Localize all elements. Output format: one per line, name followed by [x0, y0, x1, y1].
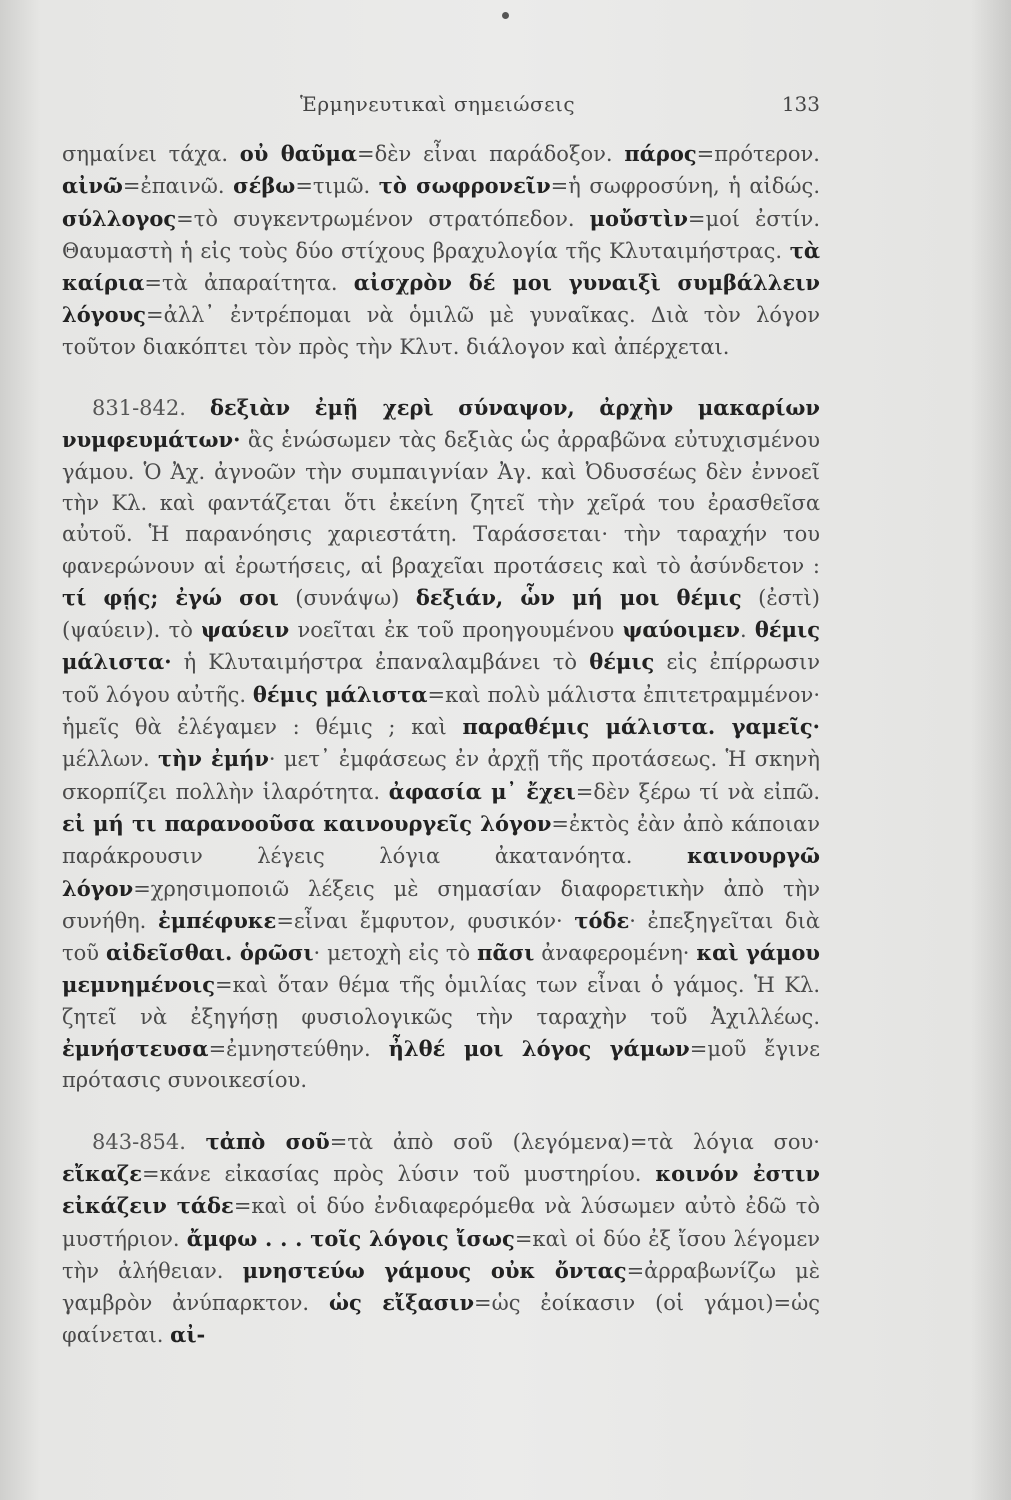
commentary-text: ἡ Κλυταιμήστρα ἐπαναλαμβάνει τὸ [171, 650, 590, 675]
commentary-text: =καὶ οἱ δύο ἐνδιαφερόμεθα νὰ λύσωμεν αὐτὸ ἐδῶ τὸ μυστήριον. [62, 1194, 821, 1251]
commentary-text: ἃς ἑνώσωμεν τὰς δεξιὰς ὡς ἀρραβῶνα εὐτυχισμένου γάμου. Ὁ Ἀχ. ἀγνοῶν τὴν συμπαιγνίαν Ἀγ. καὶ Ὀδυσσέως δὲν ἐννοεῖ τὴν Κλ. καὶ φαντάζεται ὅτι ἐκείνη ζητεῖ τὴν χεῖρά του ἐρασθεῖσα αὐτοῦ. Ἡ παρανόησις χαριεστάτη. Ταράσσεται· τὴν ταραχήν του φανερώνουν αἱ ἐρωτήσεις, αἱ βραχεῖαι προτάσεις καὶ τὸ ἀσύνδετον : [62, 428, 820, 578]
commentary-text: . [739, 618, 755, 643]
verse-reference: 831-842. [92, 396, 210, 421]
commentary-text: =ἐκτὸς ἐὰν ἀπὸ κάποιαν παράκρουσιν λέγεις λόγια ἀκατανόητα. [62, 811, 821, 869]
lemma-text: εἰ μή τι παρανοοῦσα καινουργεῖς λόγον [62, 810, 552, 836]
commentary-text: =καὶ πολὺ μάλιστα ἐπιτετραμμένον· ἡμεῖς θὰ ἐλέγαμεν : θέμις ; καὶ [62, 682, 820, 740]
lemma-text: σύλλογος [62, 205, 177, 231]
lemma-text: κοινόν ἐστιν εἰκάζειν τάδε [62, 1160, 820, 1219]
commentary-text: ἀναφερομένη· [534, 941, 697, 966]
commentary-text: =ὡς ἐοίκασιν (οἱ γάμοι)=ὡς φαίνεται. [62, 1291, 820, 1348]
lemma-text: ἦλθέ μοι λόγος γάμων [388, 1036, 690, 1062]
lemma-text: οὐ θαῦμα [239, 141, 358, 166]
lemma-text: τὸ σωφρονεῖν [378, 173, 551, 199]
page-header [60, 92, 820, 122]
paragraph [62, 392, 820, 1097]
commentary-text: =πρότερον. [696, 142, 820, 166]
lemma-text: θέμις μάλιστα [252, 681, 428, 707]
commentary-text: =κάνε εἰκασίας πρὸς λύσιν τοῦ μυστηρίου. [142, 1161, 656, 1186]
lemma-text: μοὔστὶν [589, 205, 688, 231]
lemma-text: αἰ- [170, 1322, 206, 1348]
commentary-text: · μετ᾽ ἐμφάσεως ἐν ἀρχῇ τῆς προτάσεως. Ἡ σκηνὴ σκορπίζει πολλὴν ἱλαρότητα. [62, 747, 821, 804]
lemma-text: πᾶσι [477, 940, 535, 966]
page-spot [502, 12, 509, 19]
lemma-text: θέμις μάλιστα· [62, 617, 820, 675]
lemma-text: καινουργῶ λόγον [62, 843, 820, 901]
commentary-text: =καὶ οἱ δύο ἐξ ἴσου λέγομεν τὴν ἀλήθειαν. [62, 1226, 820, 1283]
commentary-text: (ἐστὶ) (ψαύειν). τὸ [62, 585, 820, 643]
lemma-text: δεξιὰν ἐμῇ χερὶ σύναψον, ἀρχὴν μακαρίων νυμφευμάτων· [62, 395, 820, 453]
commentary-text: =ἐπαινῶ. [122, 174, 234, 199]
commentary-text: =ἡ σωφροσύνη, ἡ αἰδώς. [550, 174, 820, 199]
commentary-text: =τιμῶ. [295, 174, 379, 199]
lemma-text: πάρος [624, 141, 697, 166]
commentary-text: =ἀρραβωνίζω μὲ γαμβρὸν ἀνύπαρκτον. [62, 1258, 820, 1316]
lemma-text: ἐμνήστευσα [62, 1036, 209, 1062]
commentary-text: · μετοχὴ εἰς τὸ [313, 941, 478, 966]
lemma-text: ἐμπέφυκε [157, 907, 277, 933]
lemma-text: τόδε [574, 907, 630, 933]
commentary-text: =εἶναι ἔμφυτον, φυσικόν· [276, 908, 575, 933]
commentary-text: =τὸ συγκεντρωμένον στρατόπεδον. [176, 206, 590, 231]
lemma-text: θέμις [589, 649, 655, 675]
lemma-text: ψαύοιμεν [622, 617, 740, 643]
commentary-text: εἰς ἐπίρρωσιν τοῦ λόγου αὐτῆς. [62, 650, 821, 707]
commentary-text: (συνάψω) [278, 585, 416, 610]
lemma-text: αἰσχρὸν δέ μοι γυναιξὶ συμβάλλειν λόγους [62, 270, 821, 328]
commentary-text: =τὰ ἀπὸ σοῦ (λεγόμενα)=τὰ λόγια σου· [329, 1129, 820, 1154]
commentary-text: =ἀλλ᾽ ἐντρέπομαι νὰ ὁμιλῶ μὲ γυναῖκας. Διὰ τὸν λόγον τοῦτον διακόπτει τὸν πρὸς τὴν Κλυτ. διάλογον καὶ ἀπέρχεται. [62, 303, 820, 359]
commentary-text: · ἐπεξηγεῖται διὰ τοῦ [62, 908, 820, 966]
commentary-text: =μοί ἐστίν. Θαυμαστὴ ἡ εἰς τοὺς δύο στίχους βραχυλογία τῆς Κλυταιμήστρας. [62, 206, 820, 263]
commentary-text: =χρησιμοποιῶ λέξεις μὲ σημασίαν διαφορετικὴν ἀπὸ τὴν συνήθη. [62, 876, 820, 933]
lemma-text: ὡς εἴξασιν [328, 1290, 475, 1316]
page-number: 133 [781, 92, 820, 116]
commentary-text: μέλλων. [62, 747, 159, 772]
paragraph [62, 1126, 820, 1352]
lemma-text: τἀπὸ σοῦ [205, 1128, 330, 1154]
lemma-text: σέβω [233, 173, 296, 199]
body-text [62, 138, 820, 1352]
verse-reference: 843-854. [92, 1129, 206, 1154]
lemma-text: αἰδεῖσθαι. ὁρῶσι [105, 940, 314, 966]
running-title: Ἑρμηνευτικαὶ σημειώσεις [300, 92, 576, 116]
lemma-text: παραθέμις μάλιστα. γαμεῖς· [462, 714, 820, 740]
lemma-text: καὶ γάμου μεμνημένοις [62, 940, 820, 998]
commentary-text: =μοῦ ἔγινε πρότασις συνοικεσίου. [62, 1037, 820, 1093]
lemma-text: τὰ καίρια [62, 237, 820, 296]
commentary-text: =καὶ ὅταν θέμα τῆς ὁμιλίας των εἶναι ὁ γάμος. Ἡ Κλ. ζητεῖ νὰ ἐξηγήσῃ φυσιολογικῶς τὴν ταραχὴν τοῦ Ἀχιλλέως. [62, 973, 820, 1029]
lemma-text: ἄμφω . . . τοῖς λόγοις ἴσως [186, 1225, 515, 1251]
commentary-text: =δὲν ξέρω τί νὰ εἰπῶ. [575, 779, 821, 804]
lemma-text: τί φῄς; ἐγώ σοι [62, 584, 279, 610]
lemma-text: μνηστεύω γάμους οὐκ ὄντας [242, 1257, 627, 1283]
commentary-text: νοεῖται ἐκ τοῦ προηγουμένου [289, 618, 623, 643]
commentary-text: =τὰ ἀπαραίτητα. [144, 271, 354, 296]
commentary-text: =δὲν εἶναι παράδοξον. [357, 142, 625, 166]
lemma-text: αἰνῶ [62, 173, 123, 199]
lemma-text: ψαύειν [201, 617, 290, 643]
lemma-text: ἀφασία μ᾽ ἔχει [388, 778, 576, 804]
commentary-text: =ἐμνηστεύθην. [208, 1037, 389, 1062]
lemma-text: εἴκαζε [62, 1160, 143, 1186]
lemma-text: δεξιάν, ὧν μή μοι θέμις [415, 584, 742, 610]
paragraph [62, 138, 820, 363]
commentary-text: σημαίνει τάχα. [62, 142, 240, 166]
lemma-text: τὴν ἐμήν [158, 746, 269, 772]
